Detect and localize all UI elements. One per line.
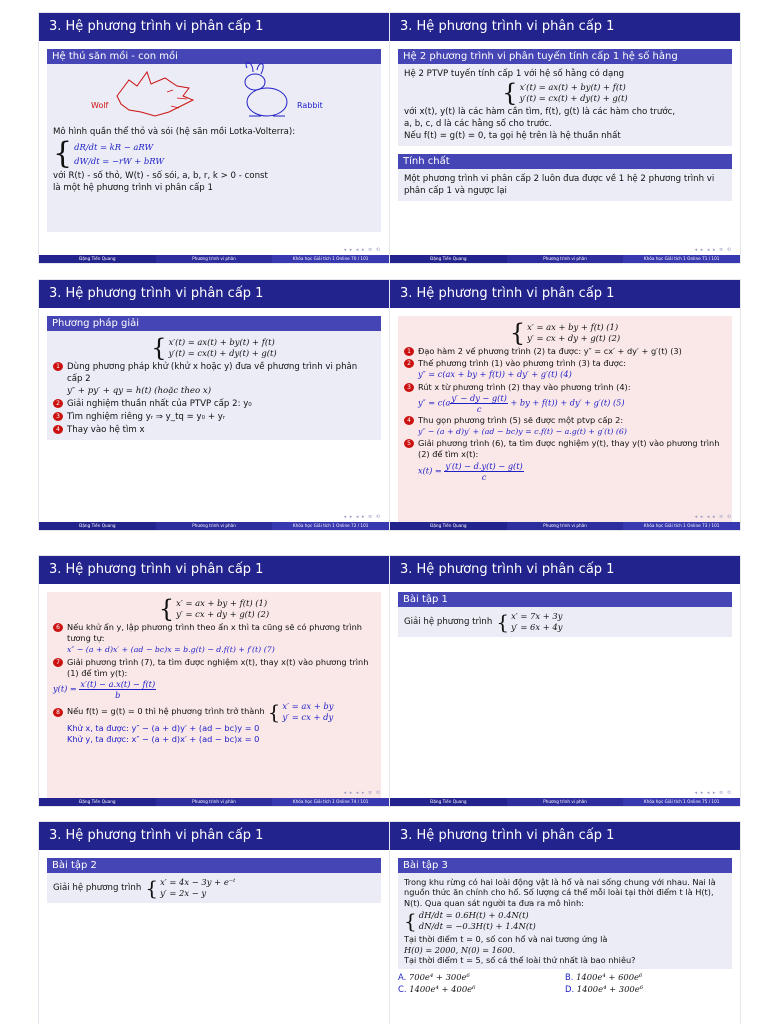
option-c[interactable]: C. 1400e⁴ + 400e⁶ (398, 984, 476, 995)
exercise-3: Bài tập 3 Trong khu rừng có hai loài động vật là hổ và nai sống chung với nhau. Nai là nguồn thức ăn chính cho hổ. Số lượng cá thể mỗi loài tại thời điểm t là H(t), N(t). Qua quan sát người ta đưa ra mô hình: { dH/dt = 0.6H(t) + 0.4N(t) dN/dt = −0.3H(t) + 1.4N(t) Tại thời điểm t = 0, số con hổ và nai tương ứng là H(0) = 2000, N(0) = 1600. Tại thời điểm t = 5, số cá thể loài thứ nhất là bao nhiêu? A. 700e⁴ + 300e⁶ B. 1400e⁴ + 600e⁶ C. 1400e⁴ + 400e⁶ D. 1400e⁴ + 300e⁶ (398, 858, 732, 995)
block-title: Bài tập 3 (398, 858, 732, 873)
variables-note: với R(t) - số thỏ, W(t) - số sói, a, b, r, k > 0 - const (53, 171, 268, 181)
slide-7 (39, 822, 389, 1024)
nav-icons[interactable]: ◂ ▸ ◂ ▸ ≡ ⟲ (343, 247, 381, 253)
slide-1 (39, 13, 389, 263)
slide-6 (390, 556, 740, 806)
rabbit-drawing (227, 60, 297, 122)
page-number: 74 / 101 (351, 799, 369, 804)
block-title: Hệ 2 phương trình vi phân tuyến tính cấp 1 hệ số hằng (398, 49, 732, 64)
slide-2 (390, 13, 740, 263)
block-property: Tính chất Một phương trình vi phân cấp 2 luôn đưa được về 1 hệ 2 phương trình vi phân cấp 1 và ngược lại (398, 154, 732, 201)
block-predator-prey: Hệ thú săn mồi - con mồi Wolf Rabbit Mô hình quần thể thỏ và sói (hệ săn mồi Lotka-Volterra): { dR/dt = kR − aRW dW/dt = −rW + bRW với R(t) - số thỏ, W(t) - số sói, a, b, r, k > 0 - const là một hệ phương trình vi phân cấp 1 (47, 49, 381, 232)
rabbit-label: Rabbit (297, 101, 323, 110)
exercise-2: Bài tập 2 Giải hệ phương trình { x′ = 4x − 3y + e⁻ᵗ y′ = 2x − y (47, 858, 381, 903)
slide-title: 3. Hệ phương trình vi phân cấp 1 (390, 280, 740, 308)
slide-title: 3. Hệ phương trình vi phân cấp 1 (39, 280, 389, 308)
slide-title: 3. Hệ phương trình vi phân cấp 1 (390, 556, 740, 584)
page-number: 71 / 101 (702, 256, 720, 261)
slide-title: 3. Hệ phương trình vi phân cấp 1 (39, 556, 389, 584)
footer: Đặng Tiến Quang Phương trình vi phân Khóa học Giải tích 1 Online 72 / 101 (39, 522, 389, 530)
option-a[interactable]: A. 700e⁴ + 300e⁶ (398, 972, 470, 983)
slide-title: 3. Hệ phương trình vi phân cấp 1 (39, 13, 389, 41)
elimination-steps-continued: { x′ = ax + by + f(t) (1) y′ = cx + dy + g(t) (2) 6 Nếu khử ẩn y, lập phương trình theo ẩn x thì ta cũng sẽ có phương trình tương tự: x″ − (a + d)x′ + (ad − bc)x = b.g(t) − d.f(t) + f′(t) (7) 7 Giải phương trình (7), ta tìm được nghiệm x(t), thay x(t) vào phương trình (1) để tìm y(t): y(t) = $\frac{x'(t) - a.x(t) - f(t)}{b}$ 8 Nếu f(t) = g(t) = 0 thì hệ phương trình trở thành { x′ = ax + by y′ = cx + dy Khử x, ta được: y″ − (a + d)y′ + (ad − bc)y = 0 Khử y, ta được: x″ − (a + d)x′ + (ad − bc)x = 0 (47, 592, 381, 798)
page-number: 70 / 101 (351, 256, 369, 261)
nav-icons[interactable]: ◂ ▸ ◂ ▸ ≡ ⟲ (694, 247, 732, 253)
nav-icons[interactable]: ◂ ▸ ◂ ▸ ≡ ⟲ (694, 790, 732, 796)
slide-title: 3. Hệ phương trình vi phân cấp 1 (390, 822, 740, 850)
page-number: 72 / 101 (351, 523, 369, 528)
wolf-drawing (107, 66, 197, 122)
block-title: Hệ thú săn mồi - con mồi (47, 49, 381, 64)
slide-title: 3. Hệ phương trình vi phân cấp 1 (39, 822, 389, 850)
nav-icons[interactable]: ◂ ▸ ◂ ▸ ≡ ⟲ (343, 790, 381, 796)
page-number: 73 / 101 (702, 523, 720, 528)
block-title: Bài tập 1 (398, 592, 732, 607)
option-b[interactable]: B. 1400e⁴ + 600e⁶ (565, 972, 643, 983)
equation-2: dW/dt = −rW + bRW (74, 156, 165, 166)
block-method: Phương pháp giải { x′(t) = ax(t) + by(t) + f(t) y′(t) = cx(t) + dy(t) + g(t) 1 Dùng phương pháp khử (khử x hoặc y) đưa về phương trình vi phân cấp 2 y″ + py′ + qy = h(t) (hoặc theo x) 2 Giải nghiệm thuần nhất của PTVP cấp 2: y₀ 3 Tìm nghiệm riêng yᵣ ⇒ y_tq = y₀ + yᵣ 4 Thay vào hệ tìm x (47, 316, 381, 440)
block-title: Tính chất (398, 154, 732, 169)
answer-options (398, 971, 732, 995)
footer: Đặng Tiến Quang Phương trình vi phân Khóa học Giải tích 1 Online 70 / 101 (39, 255, 389, 263)
elimination-steps: { x′ = ax + by + f(t) (1) y′ = cx + dy + g(t) (2) 1 Đạo hàm 2 vế phương trình (2) ta được: y″ = cx′ + dy′ + g′(t) (3) 2 Thế phương trình (1) vào phương trình (3) ta được: y″ = c(ax + by + f(t)) + dy′ + g′(t) (4) 3 Rút x từ phương trình (2) thay vào phương trình (4): y″ = c(a $\frac{y' - dy - g(t)}{c}$ + by + f(t)) + dy′ + g′(t) (5) 4 Thu gọn phương trình (5) sẽ được một ptvp cấp 2: y″ − (a + d)y′ + (ad − bc)y = c.f(t) − a.g(t) + g′(t) (6) 5 Giải phương trình (6), ta tìm được nghiệm y(t), thay y(t) vào phương trình (2) để tìm x(t): x(t) = $\frac{y'(t) - d.y(t) - g(t)}{c}$ (398, 316, 732, 522)
conclusion: là một hệ phương trình vi phân cấp 1 (53, 183, 213, 193)
block-linear-system: Hệ 2 phương trình vi phân tuyến tính cấp 1 hệ số hằng Hệ 2 PTVP tuyến tính cấp 1 với hệ số hằng có dạng { x′(t) = ax(t) + by(t) + f(t) y′(t) = cx(t) + dy(t) + g(t) với x(t), y(t) là các hàm cần tìm, f(t), g(t) là các hàm cho trước, a, b, c, d là các hằng số cho trước. Nếu f(t) = g(t) = 0, ta gọi hệ trên là hệ thuần nhất (398, 49, 732, 146)
footer: Đặng Tiến Quang Phương trình vi phân Khóa học Giải tích 1 Online 73 / 101 (390, 522, 740, 530)
slide-8 (390, 822, 740, 1024)
model-description: Mô hình quần thể thỏ và sói (hệ săn mồi Lotka-Volterra): (53, 127, 296, 137)
footer: Đặng Tiến Quang Phương trình vi phân Khóa học Giải tích 1 Online 71 / 101 (390, 255, 740, 263)
slide-3 (39, 280, 389, 530)
wolf-label: Wolf (91, 101, 109, 110)
option-d[interactable]: D. 1400e⁴ + 300e⁶ (565, 984, 644, 995)
slide-4 (390, 280, 740, 530)
exercise-1: Bài tập 1 Giải hệ phương trình { x′ = 7x + 3y y′ = 6x + 4y (398, 592, 732, 637)
slide-title: 3. Hệ phương trình vi phân cấp 1 (390, 13, 740, 41)
footer: Đặng Tiến Quang Phương trình vi phân Khóa học Giải tích 1 Online 74 / 101 (39, 798, 389, 806)
nav-icons[interactable]: ◂ ▸ ◂ ▸ ≡ ⟲ (694, 514, 732, 520)
block-title: Bài tập 2 (47, 858, 381, 873)
block-title: Phương pháp giải (47, 316, 381, 331)
equation-1: dR/dt = kR − aRW (74, 142, 154, 152)
page-number: 75 / 101 (702, 799, 720, 804)
slide-5 (39, 556, 389, 806)
nav-icons[interactable]: ◂ ▸ ◂ ▸ ≡ ⟲ (343, 514, 381, 520)
footer: Đặng Tiến Quang Phương trình vi phân Khóa học Giải tích 1 Online 75 / 101 (390, 798, 740, 806)
